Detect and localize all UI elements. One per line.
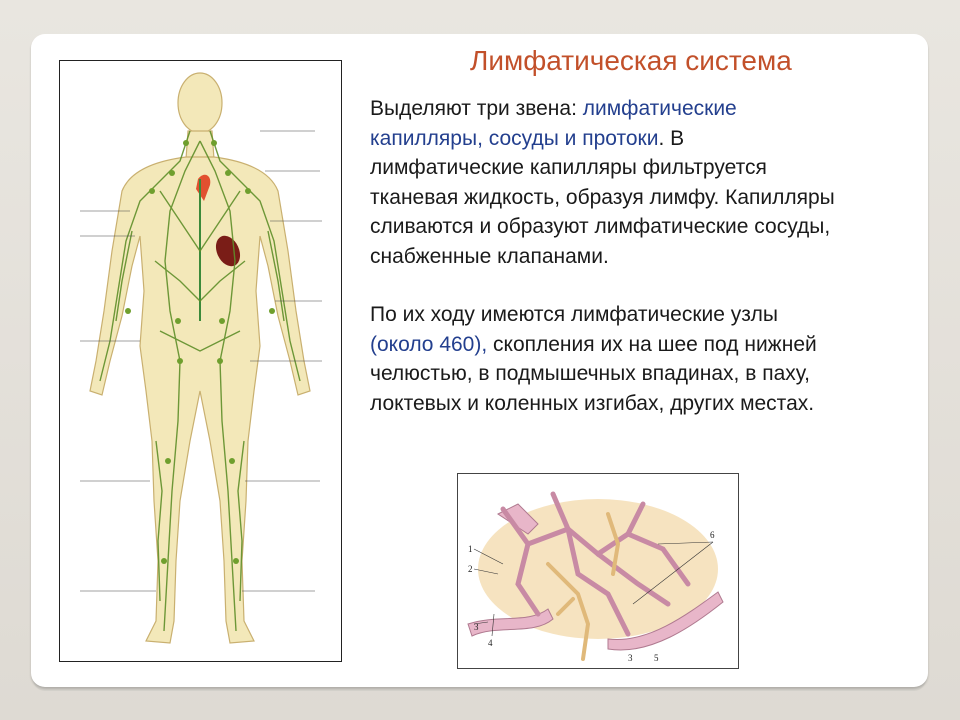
paragraph-1-highlight: лимфатические капилляры, сосуды и протоки xyxy=(370,97,737,150)
paragraph-1-lead: Выделяют три звена: xyxy=(370,97,583,120)
capillary-label-6: 6 xyxy=(710,530,715,540)
slide-body xyxy=(370,94,840,418)
capillary-label-3: 3 xyxy=(474,622,479,632)
lymph-capillaries-figure xyxy=(457,473,739,669)
capillary-label-2: 2 xyxy=(468,564,473,574)
capillary-label-3b: 3 xyxy=(628,653,633,663)
capillaries-illustration xyxy=(458,474,738,668)
body-illustration xyxy=(60,61,341,661)
capillary-label-4: 4 xyxy=(488,638,493,648)
paragraph-2-highlight: (около 460), xyxy=(370,332,488,356)
paragraph-nodes xyxy=(370,300,840,418)
paragraph-2-rest: скопления их на шее под нижней челюстью, в подмышечных впадинах, в паху, локтевых и коленных изгибах, других местах. xyxy=(370,332,817,415)
paragraph-1-rest: . В лимфатические капилляры фильтруется тканевая жидкость, образуя лимфу. Капилляры сливаются и образуют лимфатические сосуды, снабженные клапанами. xyxy=(370,126,835,268)
body-silhouette xyxy=(90,73,310,643)
paragraph-links xyxy=(370,94,840,271)
capillary-label-1: 1 xyxy=(468,544,473,554)
lymphatic-body-figure xyxy=(59,60,342,662)
capillary-label-5: 5 xyxy=(654,653,659,663)
slide-title: Лимфатическая система xyxy=(470,45,792,76)
paragraph-2-lead: По их ходу имеются лимфатические узлы xyxy=(370,303,779,326)
